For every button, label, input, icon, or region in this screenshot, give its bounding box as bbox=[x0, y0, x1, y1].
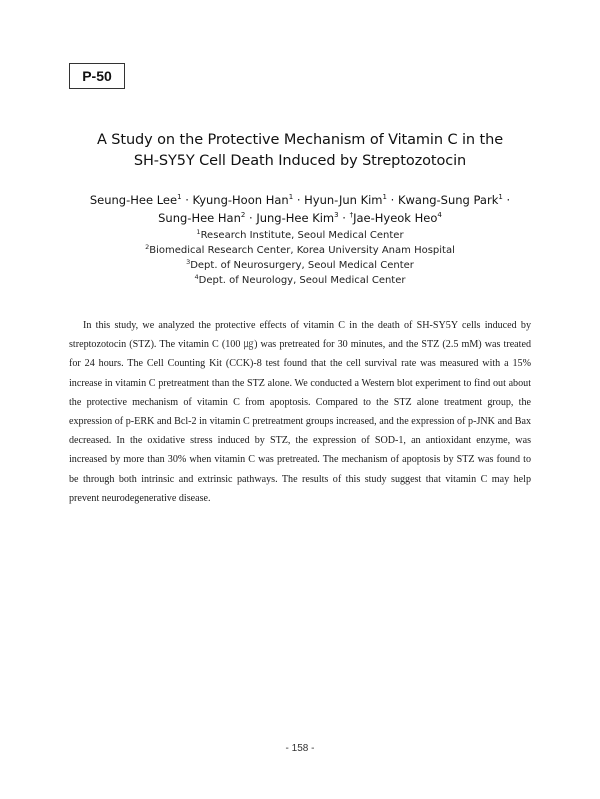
poster-id-badge: P-50 bbox=[69, 63, 125, 89]
affiliation-number: 3 bbox=[186, 258, 191, 266]
author-name: Jae-Hyeok Heo bbox=[353, 211, 438, 225]
affiliation-text: Dept. of Neurology, Seoul Medical Center bbox=[198, 275, 406, 286]
author-separator: · bbox=[342, 211, 346, 225]
affiliation-number: 1 bbox=[196, 228, 201, 236]
author-line-1 bbox=[30, 191, 570, 209]
affiliation-list bbox=[40, 228, 560, 288]
author-name: Jung-Hee Kim bbox=[256, 211, 335, 225]
author-separator: · bbox=[249, 211, 253, 225]
abstract-paragraph: In this study, we analyzed the protective effects of vitamin C in the death of SH-SY5Y cells induced by streptozotocin (STZ). The vitamin C (100 ㎍) was pretreated for 30 minutes, and the STZ (2.5 mM) was treated for 24 hours. The Cell Counting Kit (CCK)-8 test found that the cell survival rate was measured with a 15% increase in vitamin C pretreatment than the STZ alone. We conducted a Western blot experiment to find out about the protective mechanism of vitamin C from apoptosis. Compared to the STZ alone treatment group, the expression of p-ERK and Bcl-2 in vitamin C pretreatment groups increased, and the expression of p-JNK and Bax decreased. In the oxidative stress induced by STZ, the expression of SOD-1, an antioxidant enzyme, was increased by more than 30% when vitamin C was pretreated. The mechanism of apoptosis by STZ was found to be through both intrinsic and extrinsic pathways. The results of this study suggest that vitamin C may help prevent neurodegenerative disease. bbox=[69, 320, 531, 504]
author-name: Kwang-Sung Park bbox=[397, 193, 499, 207]
title-line-1: A Study on the Protective Mechanism of Vitamin C in the bbox=[96, 132, 504, 148]
author-affiliation-number: 4 bbox=[437, 211, 442, 219]
author-name: Sung-Hee Han bbox=[158, 211, 241, 225]
affiliation-4 bbox=[40, 273, 560, 288]
affiliation-1 bbox=[40, 228, 560, 243]
author-name: Kyung-Hoon Han bbox=[192, 193, 289, 207]
author-affiliation-number: 3 bbox=[334, 211, 339, 219]
affiliation-number: 2 bbox=[145, 243, 150, 251]
author-affiliation-number: 1 bbox=[288, 193, 294, 201]
author-line-2 bbox=[30, 209, 570, 227]
author-affiliation-number: 1 bbox=[382, 193, 387, 201]
affiliation-2 bbox=[40, 243, 560, 258]
author-name: Hyun-Jun Kim bbox=[304, 193, 383, 207]
author-affiliation-number: 1 bbox=[498, 193, 503, 201]
author-separator: · bbox=[506, 193, 511, 207]
title-line-2: SH-SY5Y Cell Death Induced by Streptozotocin bbox=[133, 153, 467, 169]
affiliation-3 bbox=[40, 258, 560, 273]
author-affiliation-number: 2 bbox=[240, 211, 246, 219]
paper-title bbox=[40, 130, 560, 172]
affiliation-number: 4 bbox=[194, 273, 199, 281]
affiliation-text: Dept. of Neurosurgery, Seoul Medical Center bbox=[190, 260, 414, 271]
author-separator: · bbox=[296, 193, 301, 207]
author-affiliation-number: 1 bbox=[177, 193, 182, 201]
affiliation-text: Research Institute, Seoul Medical Center bbox=[200, 230, 404, 241]
page-number: - 158 - bbox=[285, 743, 315, 754]
author-name: Seung-Hee Lee bbox=[89, 193, 178, 207]
affiliation-text: Biomedical Research Center, Korea University Anam Hospital bbox=[149, 245, 455, 256]
corresponding-author-mark: † bbox=[349, 211, 354, 219]
author-separator: · bbox=[185, 193, 189, 207]
author-list bbox=[30, 191, 570, 227]
author-separator: · bbox=[390, 193, 395, 207]
